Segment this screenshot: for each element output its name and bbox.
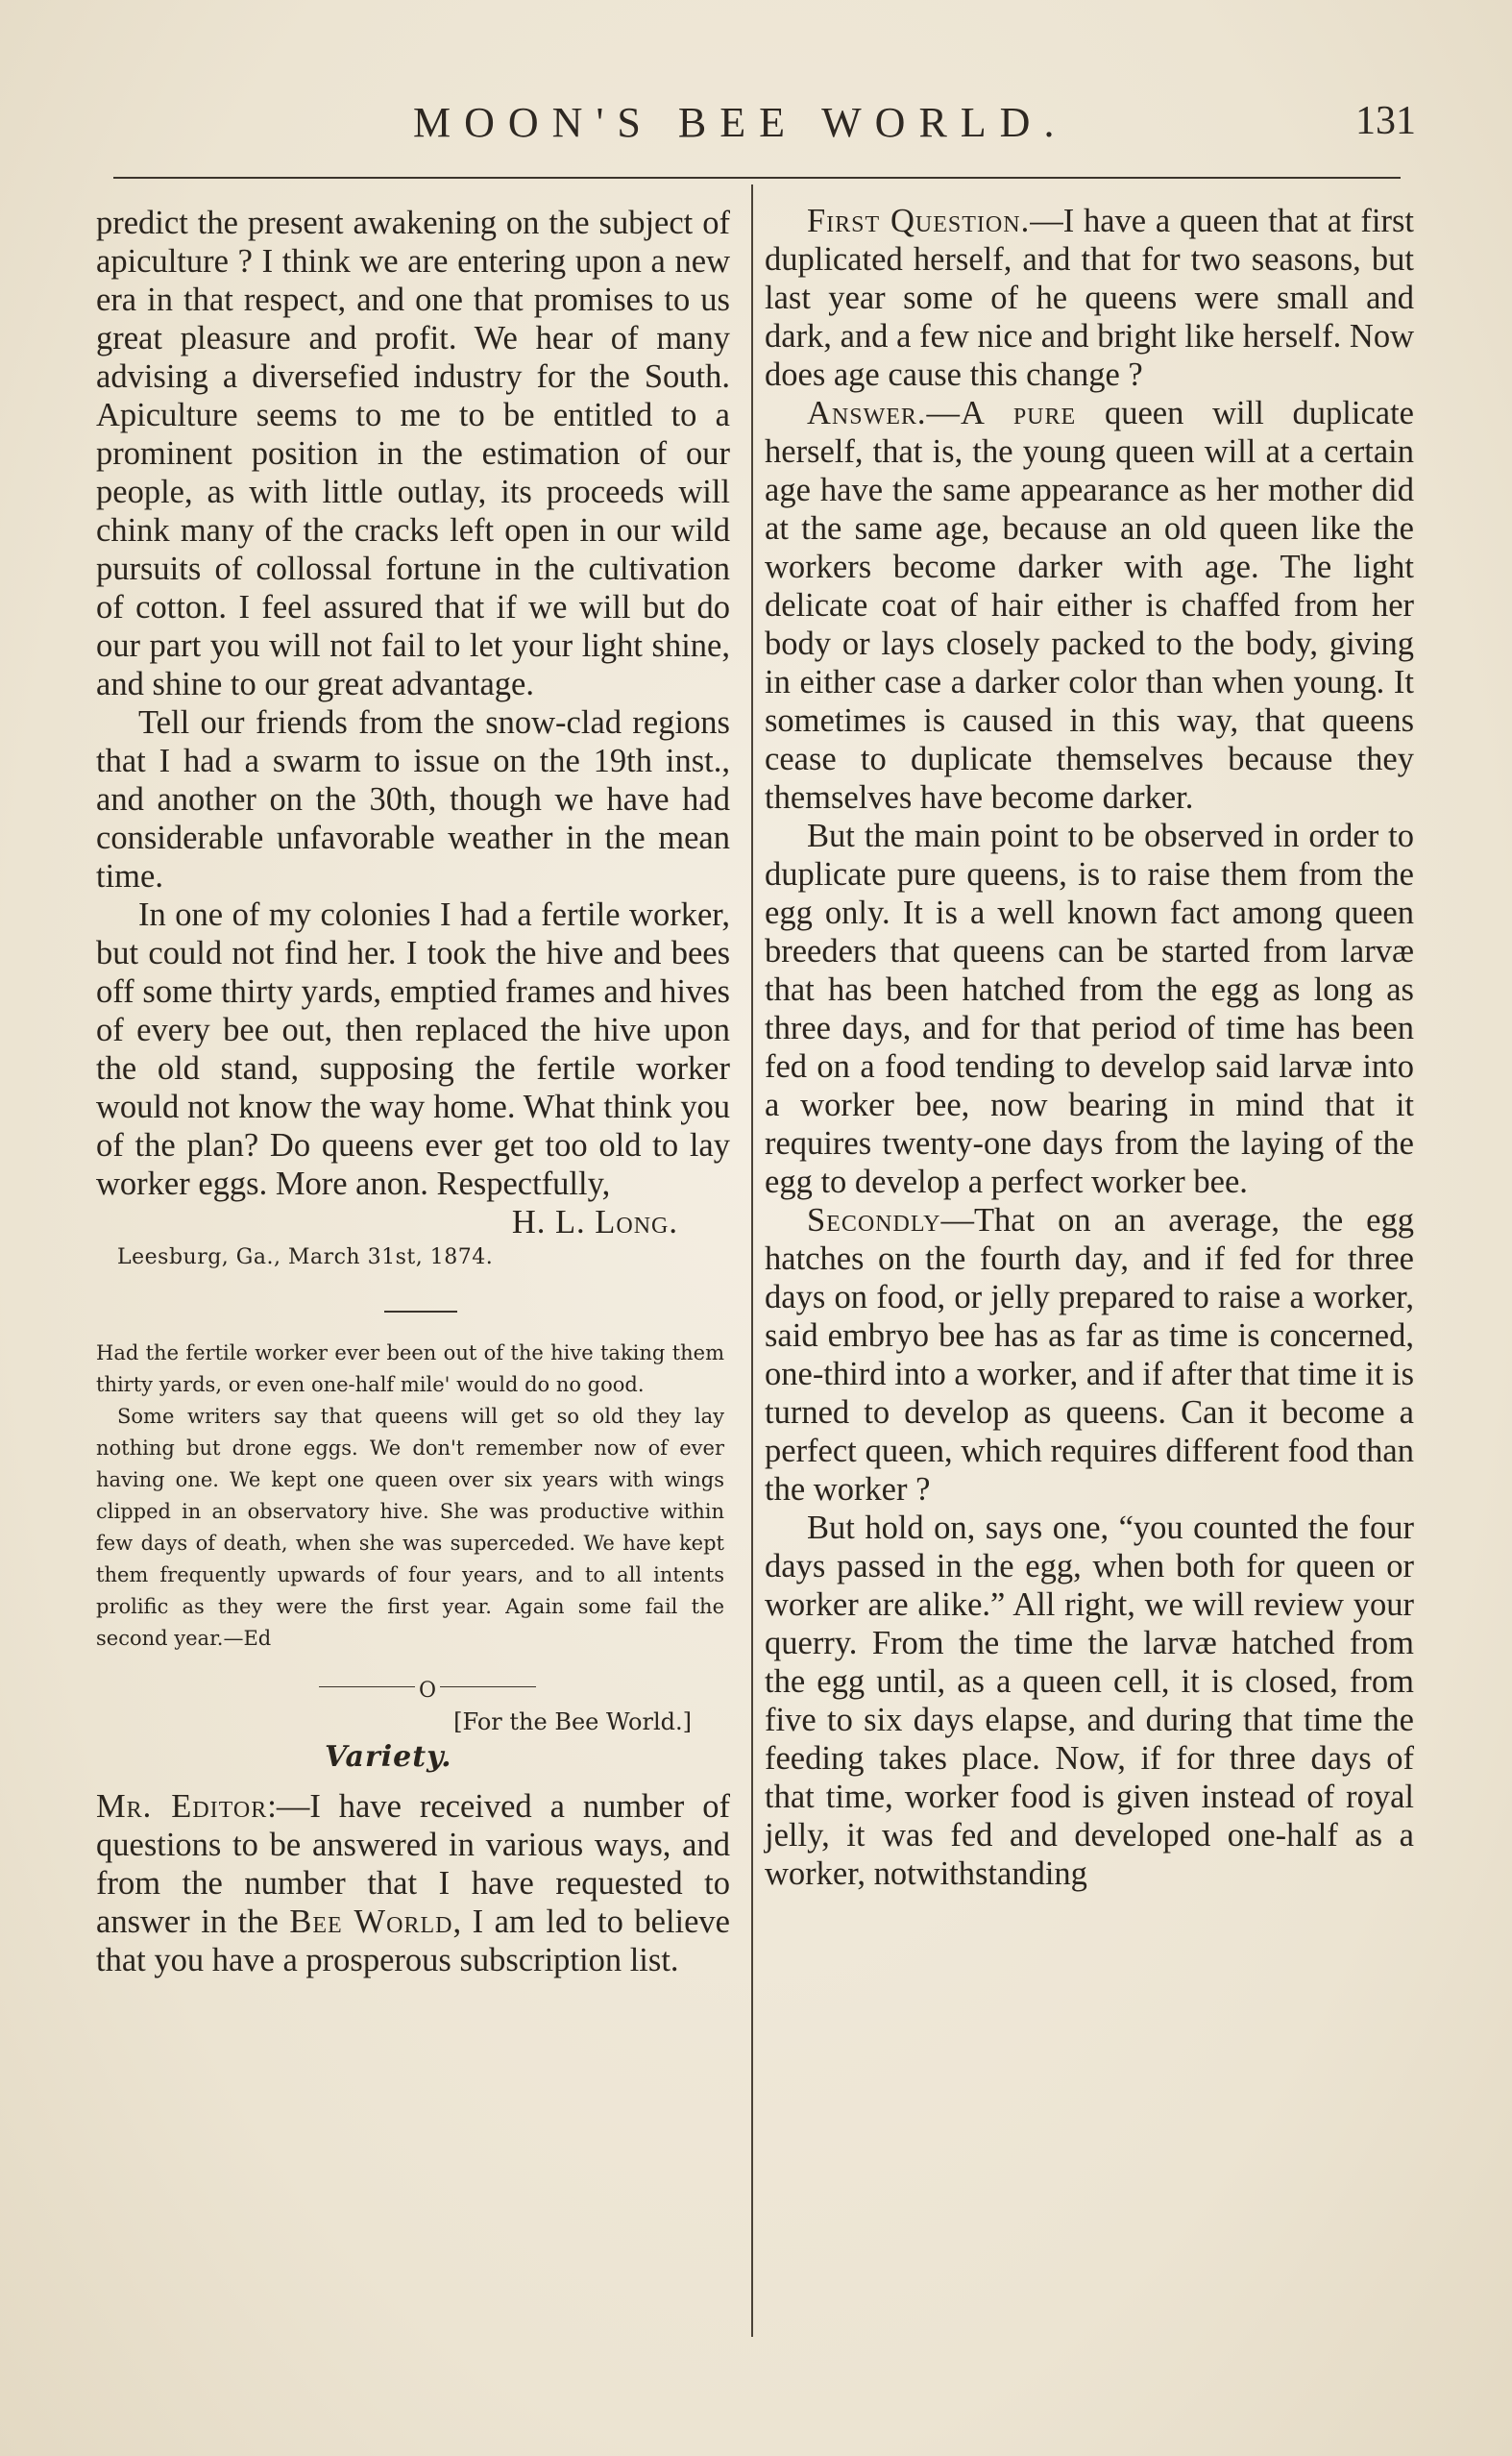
column-divider — [751, 184, 753, 2337]
left-column — [96, 204, 730, 1979]
answer-paragraph — [765, 394, 1414, 817]
salutation: Mr. Editor — [96, 1788, 268, 1825]
right-column — [765, 202, 1414, 1893]
divider-line — [440, 1686, 536, 1687]
page-header — [96, 94, 1416, 161]
page-number: 131 — [1355, 99, 1416, 143]
publication-name: Bee World — [289, 1903, 453, 1940]
article-title: Variety. — [325, 1740, 452, 1774]
paragraph: In one of my colonies I had a fertile worker, but could not find her. I took the hive and bees off some thirty yards, emptied frames and hives of every bee out, then replaced the hive upon the old stand, supposing the fertile worker would not know the way home. What think you of the plan? Do queens ever get too old to lay worker eggs. More anon. Respectfully, — [96, 896, 730, 1202]
note-paragraph: Had the fertile worker ever been out of the hive taking them thirty yards, or even one-half mile' would do no good. — [96, 1341, 724, 1396]
text-run: —That on an average, the egg hatches on the fourth day, and if fed for three days on food, or jelly prepared to raise a worker, said embryo bee has as far as time is concerned, one-third into a worker, and if after that time it is turned to develop as queens. Can it become a perfect queen, which requires different food than the worker ? — [765, 1202, 1414, 1508]
paragraph: But the main point to be observed in order to duplicate pure queens, is to raise them from the egg only. It is a well known fact among queen breeders that queens can be started from larvæ that has been hatched from the egg as long as three days, and for that period of time has been fed on a food tending to develop said larvæ into a worker bee, now bearing in mind that it requires twenty-one days from the laying of the egg to develop a perfect worker bee. — [765, 818, 1414, 1200]
secondly-label: Secondly — [807, 1202, 941, 1239]
divider-line — [319, 1686, 415, 1687]
text-run: —I have a queen that at first duplicated herself, and that for two seasons, but last year some of he queens were small and dark, and a few nice and bright like herself. Now does age cause this change ? — [765, 203, 1414, 393]
text-run: —A pure — [926, 395, 1077, 431]
running-title: MOON'S BEE WORLD. — [413, 99, 1068, 146]
text-run: :—I have received a number of questions to be answered in various ways, and from the number that I have requested to answer in the — [96, 1788, 730, 1940]
header-rule — [113, 177, 1401, 179]
text-run: queen will duplicate herself, that is, the young queen will at a certain age have the same appearance as her mother did at the same age, because an old queen like the workers become darker with age. The light delicate coat of hair either is chaffed from her body or lays closely packed to the body, giving in either case a darker color than when young. It sometimes is caused in this way, that queens cease to duplicate themselves because they themselves have become darker. — [765, 395, 1414, 816]
editor-note — [96, 1338, 730, 1655]
divider-mark: O — [419, 1679, 437, 1703]
signature: H. L. Long. — [511, 1204, 678, 1240]
question-label: First Question. — [807, 203, 1031, 239]
answer-label: Answer. — [807, 395, 927, 431]
paragraph: predict the present awakening on the subject of apiculture ? I think we are entering upon a new era in that respect, and one that promises to us great pleasure and profit. We hear of many advising a diversefied industry for the South. Apiculture seems to me to be entitled to a prominent position in the estimation of our people, as with little outlay, its proceeds will chink many of the cracks left open in our wild pursuits of collossal fortune in the cultivation of cotton. I feel assured that if we will but do our part you will not fail to let your light shine, and shine to our great advantage. — [96, 205, 730, 702]
text-run: , I am led to believe that you have a prosperous subscription list. — [96, 1903, 730, 1978]
article-paragraph — [96, 1787, 730, 1979]
ornament-divider — [319, 1672, 559, 1701]
separator-rule — [384, 1311, 457, 1313]
paragraph: Tell our friends from the snow-clad regions that I had a swarm to issue on the 19th inst., and another on the 30th, though we have had considerable unfavorable weather in the mean time. — [96, 704, 730, 895]
secondly-paragraph — [765, 1201, 1414, 1509]
question-paragraph — [765, 202, 1414, 394]
paragraph: But hold on, says one, “you counted the four days passed in the egg, when both for queen or worker are alike.” All right, we will review your querry. From the time the larvæ hatched from the egg until, as a queen cell, it is closed, from five to six days elapse, and during that time the feeding takes place. Now, if for three days of that time, worker food is given instead of royal jelly, it was fed and developed one-half as a worker, notwithstanding — [765, 1510, 1414, 1892]
source-line: [For the Bee World.] — [453, 1708, 692, 1735]
note-paragraph: Some writers say that queens will get so old they lay nothing but drone eggs. We don't remember now of ever having one. We kept one queen over six years with wings clipped in an observatory hive. She was productive within few days of death, when she was superceded. We have kept them frequently upwards of four years, and to all intents prolific as they were the first year. Again some fail the second year.—Ed — [96, 1405, 724, 1650]
dateline: Leesburg, Ga., March 31st, 1874. — [117, 1245, 494, 1269]
